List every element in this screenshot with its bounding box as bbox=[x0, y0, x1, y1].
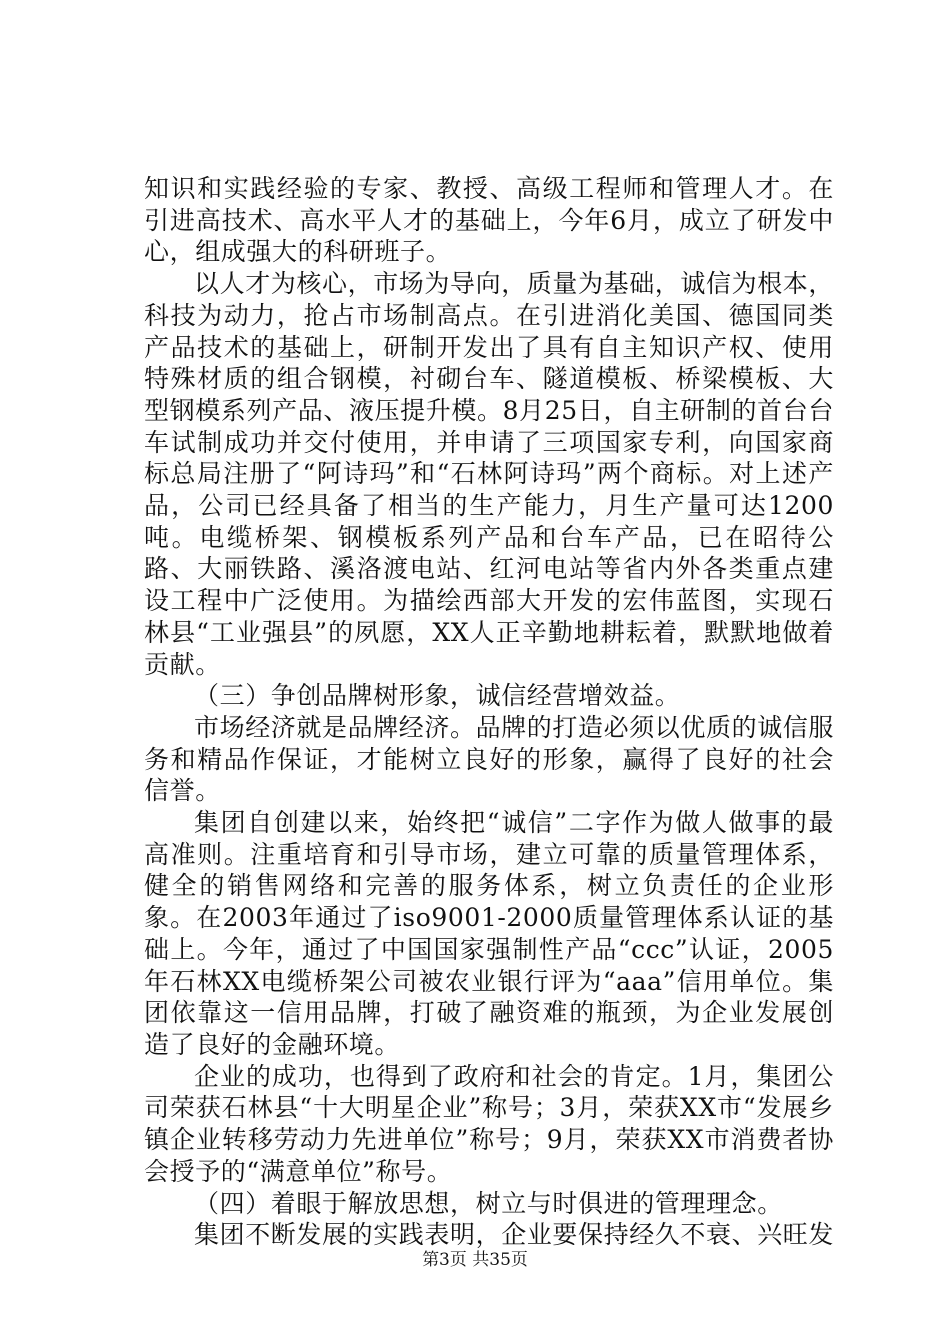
section-heading-four: （四）着眼于解放思想，树立与时俱进的管理理念。 bbox=[194, 1188, 783, 1218]
paragraph-recognition: 企业的成功，也得到了政府和社会的肯定。1月，集团公司荣获石林县“十大明星企业”称号；3月，荣获XX市“发展乡镇企业转移劳动力先进单位”称号；9月，荣获XX市消费者协会授予的“满意单位”称号。 bbox=[144, 1061, 834, 1186]
paragraph-development: 集团不断发展的实践表明，企业要保持经久不衰、兴旺发 bbox=[194, 1220, 835, 1250]
document-body bbox=[144, 173, 834, 1251]
section-heading-three: （三）争创品牌树形象，诚信经营增效益。 bbox=[194, 681, 681, 711]
paragraph-brand-economy: 市场经济就是品牌经济。品牌的打造必须以优质的诚信服务和精品作保证，才能树立良好的形象，赢得了良好的社会信誉。 bbox=[144, 712, 835, 806]
paragraph-talent-core: 以人才为核心，市场为导向，质量为基础，诚信为根本，科技为动力，抢占市场制高点。在引进消化美国、德国同类产品技术的基础上，研制开发出了具有自主知识产权、使用特殊材质的组合钢模，衬砌台车、隧道模板、桥梁模板、大型钢模系列产品、液压提升模。8月25日，自主研制的首台台车试制成功并交付使用，并申请了三项国家专利，向国家商标总局注册了“阿诗玛”和“石林阿诗玛”两个商标。对上述产品，公司已经具备了相当的生产能力，月生产量可达1200吨。电缆桥架、钢模板系列产品和台车产品，已在昭待公路、大丽铁路、溪洛渡电站、红河电站等省内外各类重点建设工程中广泛使用。为描绘西部大开发的宏伟蓝图，实现石林县“工业强县”的夙愿，XX人正辛勤地耕耘着，默默地做着贡献。 bbox=[144, 269, 835, 679]
paragraph-integrity: 集团自创建以来，始终把“诚信”二字作为做人做事的最高准则。注重培育和引导市场，建立可靠的质量管理体系，健全的销售网络和完善的服务体系，树立负责任的企业形象。在2003年通过了iso9001-2000质量管理体系认证的基础上。今年，通过了中国国家强制性产品“ccc”认证，2005年石林XX电缆桥架公司被农业银行评为“aaa”信用单位。集团依靠这一信用品牌，打破了融资难的瓶颈，为企业发展创造了良好的金融环境。 bbox=[144, 808, 834, 1059]
paragraph-continuation: 知识和实践经验的专家、教授、高级工程师和管理人才。在引进高技术、高水平人才的基础上，今年6月，成立了研发中心，组成强大的科研班子。 bbox=[144, 174, 834, 267]
page-number: 第3页 共35页 bbox=[422, 1250, 528, 1270]
page-footer bbox=[0, 1250, 950, 1270]
